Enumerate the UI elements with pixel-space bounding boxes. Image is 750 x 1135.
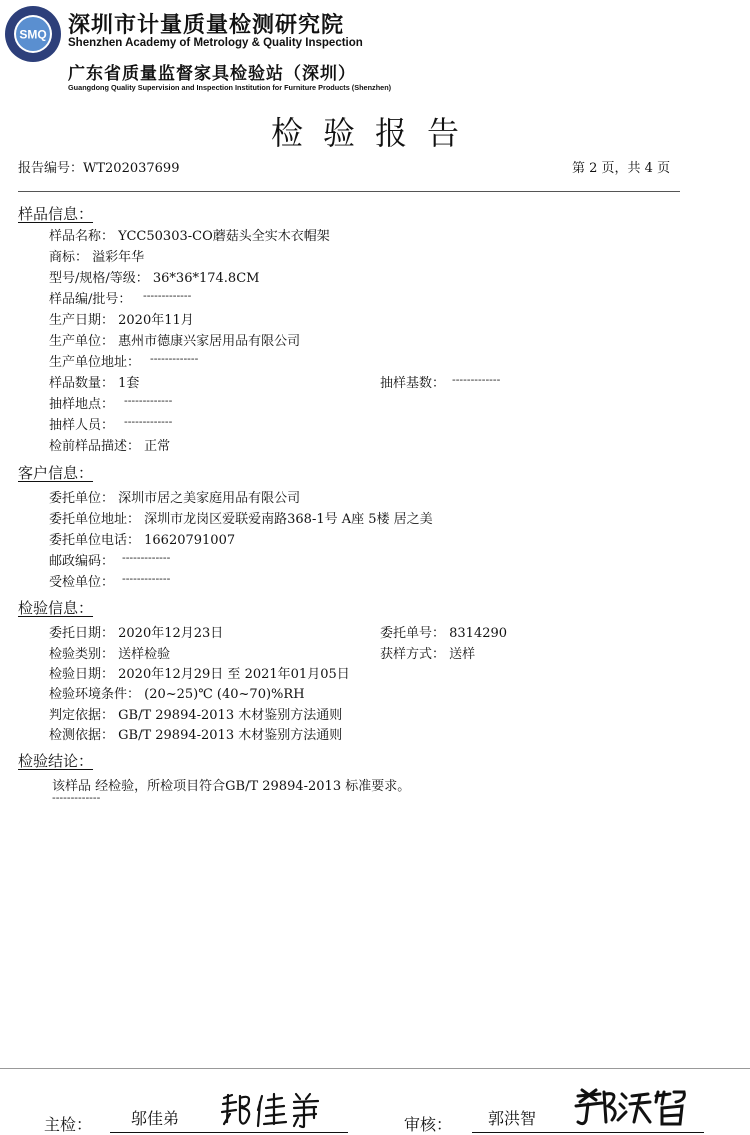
sample-batch-label: 样品编/批号： <box>49 292 132 307</box>
client-phone: 委托单位电话： 16620791007 <box>49 533 236 548</box>
station-name-cn: 广东省质量监督家具检验站（深圳） <box>68 64 356 84</box>
commission-date: 委托日期： 2020年12月23日 <box>49 626 224 641</box>
production-date: 生产日期： 2020年11月 <box>49 313 194 328</box>
sampling-base-label: 抽样基数： <box>380 376 446 391</box>
footer-divider <box>0 1068 750 1069</box>
sampling-method: 获样方式： 送样 <box>380 647 476 662</box>
inspection-category: 检验类别： 送样检验 <box>49 647 171 662</box>
section-sample-info: 样品信息： <box>18 205 94 223</box>
station-name-en: Guangdong Quality Supervision and Inspection Institution for Furniture Products (Shenzhen) <box>68 83 392 92</box>
sampling-place-value: ------------- <box>124 394 173 407</box>
sampling-base-value: ------------- <box>452 373 501 386</box>
sample-model: 型号/规格/等级： 36*36*174.8CM <box>49 271 260 286</box>
sample-batch-value: ------------- <box>143 289 192 302</box>
sampling-person-value: ------------- <box>124 415 173 428</box>
test-basis: 检测依据： GB/T 29894-2013 木材鉴别方法通则 <box>49 728 343 743</box>
report-number: 报告编号：WT202037699 <box>18 161 180 176</box>
section-inspection-info: 检验信息： <box>18 599 94 617</box>
section-client-info: 客户信息： <box>18 464 94 482</box>
reviewer-name: 郭洪智 <box>488 1109 537 1128</box>
reviewer-signature <box>572 1086 692 1130</box>
sample-name: 样品名称： YCC50303-CO蘑菇头全实木衣帽架 <box>49 229 330 244</box>
environment-conditions: 检验环境条件： (20~25)℃ (40~70)%RH <box>49 687 305 702</box>
inspected-unit-value: ------------- <box>122 572 171 585</box>
postal-code-label: 邮政编码： <box>49 554 115 569</box>
producer-address-label: 生产单位地址： <box>49 355 141 370</box>
inspector-signature-line <box>110 1132 348 1133</box>
inspector-signature <box>218 1090 328 1130</box>
smq-logo <box>3 4 63 64</box>
sample-description: 检前样品描述： 正常 <box>49 439 171 454</box>
sample-quantity: 样品数量： 1套 <box>49 376 140 391</box>
reviewer-signature-line <box>472 1132 704 1133</box>
conclusion-underline: ------------- <box>52 791 101 804</box>
producer-address-value: ------------- <box>150 352 199 365</box>
conclusion-text: 该样品 经检验，所检项目符合GB/T 29894-2013 标准要求。 <box>52 779 411 794</box>
sampling-place-label: 抽样地点： <box>49 397 115 412</box>
section-conclusion: 检验结论： <box>18 752 94 770</box>
inspection-period: 检验日期： 2020年12月29日 至 2021年01月05日 <box>49 667 350 682</box>
client-address: 委托单位地址： 深圳市龙岗区爱联爱南路368-1号 A座 5楼 居之美 <box>49 512 433 527</box>
order-number: 委托单号： 8314290 <box>380 626 508 641</box>
header-divider <box>18 191 680 192</box>
inspected-unit-label: 受检单位： <box>49 575 115 590</box>
svg-text:SMQ: SMQ <box>19 27 47 42</box>
sampling-person-label: 抽样人员： <box>49 418 115 433</box>
page-title: 检验报告 <box>270 114 479 152</box>
sample-brand: 商标： 溢彩年华 <box>49 250 145 265</box>
postal-code-value: ------------- <box>122 551 171 564</box>
client-name: 委托单位： 深圳市居之美家庭用品有限公司 <box>49 491 301 506</box>
judgement-basis: 判定依据： GB/T 29894-2013 木材鉴别方法通则 <box>49 708 343 723</box>
inspector-label: 主检： <box>44 1115 93 1134</box>
inspector-name: 邬佳弟 <box>131 1109 180 1128</box>
org-name-cn: 深圳市计量质量检测研究院 <box>68 13 345 38</box>
producer: 生产单位： 惠州市德康兴家居用品有限公司 <box>49 334 301 349</box>
page-info: 第 2 页，共 4 页 <box>572 161 671 176</box>
reviewer-label: 审核： <box>404 1115 453 1134</box>
org-name-en: Shenzhen Academy of Metrology & Quality Inspection <box>68 37 363 49</box>
